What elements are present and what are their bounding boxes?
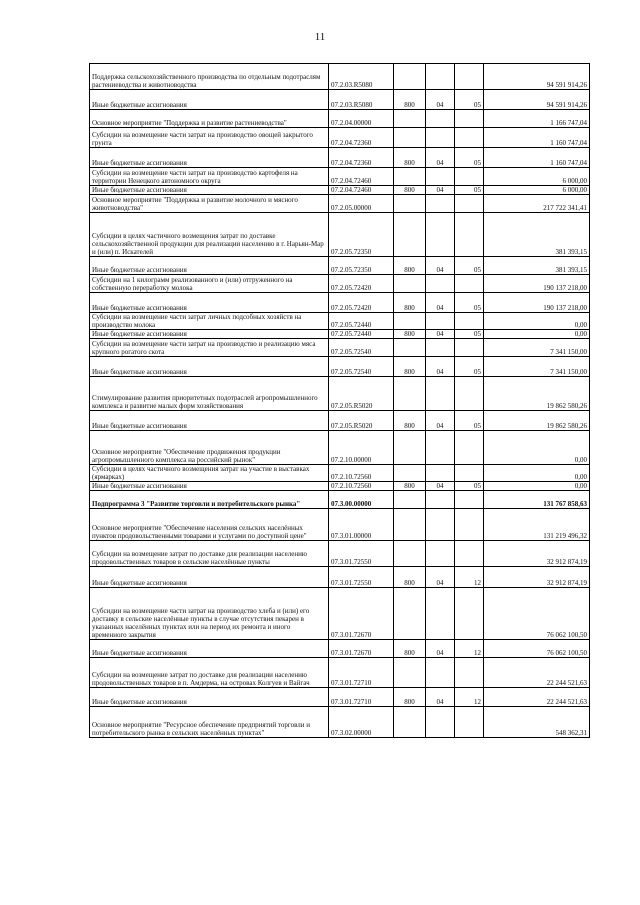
section-code	[426, 509, 455, 541]
subsection-code	[455, 431, 484, 465]
target-article-code: 07.2.05.72350	[329, 213, 394, 257]
expense-type-code: 800	[394, 411, 426, 431]
item-name: Субсидии на возмещение части затрат на производство картофеля на территории Ненецкого автономного округа	[90, 168, 329, 186]
expense-type-code	[394, 491, 426, 509]
expense-type-code: 800	[394, 567, 426, 588]
table-row	[90, 293, 590, 313]
expense-type-code: 800	[394, 186, 426, 195]
table-row	[90, 257, 590, 275]
amount: 7 341 150,00	[484, 357, 590, 377]
expense-type-code	[394, 465, 426, 482]
table-row	[90, 688, 590, 707]
target-article-code: 07.3.01.72710	[329, 658, 394, 688]
subsection-code	[455, 275, 484, 293]
subsection-code	[455, 658, 484, 688]
amount: 7 341 150,00	[484, 339, 590, 357]
item-name: Субсидии на возмещение затрат по доставке для реализации населению продовольственных товаров в сельские населённые пункты	[90, 541, 329, 567]
budget-table-body	[90, 64, 590, 738]
subsection-code: 05	[455, 186, 484, 195]
item-name: Иные бюджетные ассигнования	[90, 148, 329, 168]
subsection-code	[455, 64, 484, 90]
subsection-code	[455, 491, 484, 509]
section-code: 04	[426, 411, 455, 431]
table-row	[90, 465, 590, 482]
section-code: 04	[426, 293, 455, 313]
amount: 0,00	[484, 431, 590, 465]
subsection-code	[455, 588, 484, 640]
amount: 32 912 874,19	[484, 541, 590, 567]
subsection-code	[455, 195, 484, 213]
target-article-code: 07.2.05.72540	[329, 339, 394, 357]
table-row	[90, 195, 590, 213]
subsection-code: 05	[455, 357, 484, 377]
target-article-code: 07.2.10.72560	[329, 482, 394, 491]
target-article-code: 07.2.10.72560	[329, 465, 394, 482]
target-article-code: 07.2.05.72350	[329, 257, 394, 275]
section-code: 04	[426, 482, 455, 491]
table-row	[90, 509, 590, 541]
expense-type-code	[394, 128, 426, 148]
table-row	[90, 339, 590, 357]
item-name: Стимулирование развития приоритетных подотраслей агропромышленного комплекса и развитие малых форм хозяйствования	[90, 377, 329, 411]
subsection-code	[455, 110, 484, 128]
section-code	[426, 377, 455, 411]
section-code	[426, 110, 455, 128]
amount: 32 912 874,19	[484, 567, 590, 588]
subsection-code	[455, 213, 484, 257]
target-article-code: 07.3.00.00000	[329, 491, 394, 509]
table-row	[90, 213, 590, 257]
item-name: Субсидии на возмещение части затрат на производство хлеба и (или) его доставку в сельские населённые пункты в случае отсутствия пекарен в указанных населённых пунктах или на период их ремонта и иного временного закрытия	[90, 588, 329, 640]
expense-type-code	[394, 707, 426, 738]
amount: 76 062 100,50	[484, 588, 590, 640]
item-name: Субсидии на возмещение части затрат на производство и реализацию мяса крупного рогатого скота	[90, 339, 329, 357]
item-name: Субсидии на возмещение части затрат на производство овощей закрытого грунта	[90, 128, 329, 148]
table-row	[90, 707, 590, 738]
expense-type-code: 800	[394, 148, 426, 168]
expense-type-code: 800	[394, 640, 426, 658]
table-row	[90, 482, 590, 491]
target-article-code: 07.2.04.72360	[329, 148, 394, 168]
item-name: Субсидии на 1 килограмм реализованного и (или) отгруженного на собственную переработку молока	[90, 275, 329, 293]
subsection-code	[455, 168, 484, 186]
amount: 6 000,00	[484, 168, 590, 186]
item-name: Иные бюджетные ассигнования	[90, 257, 329, 275]
expense-type-code	[394, 313, 426, 330]
item-name: Основное мероприятие "Обеспечение населения сельских населённых пунктов продовольственными товарами и услугами по доступной цене"	[90, 509, 329, 541]
amount: 1 160 747,04	[484, 148, 590, 168]
section-code	[426, 431, 455, 465]
expense-type-code: 800	[394, 688, 426, 707]
amount: 217 722 341,41	[484, 195, 590, 213]
expense-type-code: 800	[394, 482, 426, 491]
expense-type-code	[394, 275, 426, 293]
target-article-code: 07.2.05.72440	[329, 330, 394, 339]
target-article-code: 07.2.04.00000	[329, 110, 394, 128]
subsection-code	[455, 128, 484, 148]
amount: 1 160 747,04	[484, 128, 590, 148]
expense-type-code	[394, 377, 426, 411]
page-number: 11	[314, 31, 326, 43]
amount: 381 393,15	[484, 257, 590, 275]
subsection-code: 12	[455, 640, 484, 658]
target-article-code: 07.2.03.R5080	[329, 64, 394, 90]
subsection-code	[455, 377, 484, 411]
table-row	[90, 640, 590, 658]
amount: 131 219 496,32	[484, 509, 590, 541]
subsection-code: 05	[455, 257, 484, 275]
amount: 19 862 580,26	[484, 411, 590, 431]
amount: 19 862 580,26	[484, 377, 590, 411]
target-article-code: 07.2.03.R5080	[329, 90, 394, 110]
subsection-code	[455, 509, 484, 541]
target-article-code: 07.2.05.R5020	[329, 411, 394, 431]
subsection-code: 05	[455, 330, 484, 339]
target-article-code: 07.3.01.72550	[329, 567, 394, 588]
section-code	[426, 275, 455, 293]
expense-type-code	[394, 541, 426, 567]
item-name: Субсидии в целях частичного возмещения затрат на участие в выставках (ярмарках)	[90, 465, 329, 482]
expense-type-code	[394, 588, 426, 640]
item-name: Иные бюджетные ассигнования	[90, 90, 329, 110]
section-code	[426, 128, 455, 148]
item-name: Основное мероприятие "Ресурсное обеспечение предприятий торговли и потребительского рынка в сельских населённых пунктах"	[90, 707, 329, 738]
subsection-code: 05	[455, 482, 484, 491]
amount: 131 767 858,63	[484, 491, 590, 509]
expense-type-code	[394, 110, 426, 128]
table-row	[90, 357, 590, 377]
expense-type-code	[394, 168, 426, 186]
subsection-code: 05	[455, 90, 484, 110]
target-article-code: 07.2.05.72420	[329, 293, 394, 313]
amount: 190 137 218,00	[484, 275, 590, 293]
table-row	[90, 128, 590, 148]
subsection-code	[455, 313, 484, 330]
table-row	[90, 377, 590, 411]
subsection-code: 05	[455, 148, 484, 168]
budget-table	[89, 63, 590, 738]
section-code: 04	[426, 357, 455, 377]
table-row	[90, 588, 590, 640]
section-code	[426, 64, 455, 90]
table-row	[90, 110, 590, 128]
target-article-code: 07.2.04.72360	[329, 128, 394, 148]
amount: 94 591 914,26	[484, 64, 590, 90]
expense-type-code: 800	[394, 357, 426, 377]
section-code	[426, 541, 455, 567]
target-article-code: 07.2.05.00000	[329, 195, 394, 213]
expense-type-code	[394, 213, 426, 257]
subsection-code	[455, 707, 484, 738]
item-name: Иные бюджетные ассигнования	[90, 688, 329, 707]
expense-type-code: 800	[394, 257, 426, 275]
table-row	[90, 168, 590, 186]
expense-type-code: 800	[394, 330, 426, 339]
table-row	[90, 658, 590, 688]
amount: 0,00	[484, 465, 590, 482]
item-name: Субсидии на возмещение части затрат личных подсобных хозяйств на производство молока	[90, 313, 329, 330]
table-row	[90, 541, 590, 567]
item-name: Основное мероприятие "Поддержка и развитие молочного и мясного животноводства"	[90, 195, 329, 213]
table-row	[90, 567, 590, 588]
table-row	[90, 491, 590, 509]
target-article-code: 07.3.01.72710	[329, 688, 394, 707]
section-code: 04	[426, 257, 455, 275]
section-code	[426, 313, 455, 330]
section-code: 04	[426, 330, 455, 339]
item-name: Иные бюджетные ассигнования	[90, 482, 329, 491]
expense-type-code	[394, 64, 426, 90]
section-code	[426, 588, 455, 640]
amount: 6 000,00	[484, 186, 590, 195]
table-row	[90, 90, 590, 110]
subsection-code: 05	[455, 293, 484, 313]
item-name: Субсидии на возмещение затрат по доставке для реализации населению продовольственных товаров в п. Амдерма, на островах Колгуев и Вайгач	[90, 658, 329, 688]
target-article-code: 07.3.01.72670	[329, 640, 394, 658]
target-article-code: 07.2.05.72420	[329, 275, 394, 293]
subsection-code: 12	[455, 688, 484, 707]
amount: 0,00	[484, 482, 590, 491]
amount: 190 137 218,00	[484, 293, 590, 313]
expense-type-code	[394, 195, 426, 213]
item-name: Иные бюджетные ассигнования	[90, 293, 329, 313]
expense-type-code: 800	[394, 293, 426, 313]
item-name: Подпрограмма 3 "Развитие торговли и потребительского рынка"	[90, 491, 329, 509]
amount: 548 362,31	[484, 707, 590, 738]
target-article-code: 07.2.05.72540	[329, 357, 394, 377]
item-name: Иные бюджетные ассигнования	[90, 411, 329, 431]
amount: 22 244 521,63	[484, 658, 590, 688]
section-code: 04	[426, 148, 455, 168]
target-article-code: 07.3.02.00000	[329, 707, 394, 738]
item-name: Иные бюджетные ассигнования	[90, 357, 329, 377]
item-name: Иные бюджетные ассигнования	[90, 186, 329, 195]
expense-type-code	[394, 509, 426, 541]
section-code	[426, 213, 455, 257]
subsection-code	[455, 339, 484, 357]
item-name: Иные бюджетные ассигнования	[90, 640, 329, 658]
table-row	[90, 275, 590, 293]
target-article-code: 07.2.04.72460	[329, 168, 394, 186]
section-code: 04	[426, 90, 455, 110]
item-name: Субсидии в целях частичного возмещения затрат по доставке сельскохозяйственной продукции для реализации населению в г. Нарьян-Мар и (или) п. Искателей	[90, 213, 329, 257]
section-code	[426, 195, 455, 213]
section-code	[426, 707, 455, 738]
section-code: 04	[426, 567, 455, 588]
amount: 22 244 521,63	[484, 688, 590, 707]
subsection-code	[455, 465, 484, 482]
expense-type-code	[394, 431, 426, 465]
subsection-code	[455, 541, 484, 567]
target-article-code: 07.3.01.72670	[329, 588, 394, 640]
amount: 94 591 914,26	[484, 90, 590, 110]
table-row	[90, 330, 590, 339]
expense-type-code	[394, 339, 426, 357]
expense-type-code	[394, 658, 426, 688]
subsection-code: 05	[455, 411, 484, 431]
table-row	[90, 148, 590, 168]
expense-type-code: 800	[394, 90, 426, 110]
section-code: 04	[426, 688, 455, 707]
item-name: Иные бюджетные ассигнования	[90, 567, 329, 588]
item-name: Иные бюджетные ассигнования	[90, 330, 329, 339]
item-name: Основное мероприятие "Обеспечение продвижения продукции агропромышленного комплекса на российский рынок"	[90, 431, 329, 465]
section-code: 04	[426, 640, 455, 658]
section-code	[426, 339, 455, 357]
subsection-code: 12	[455, 567, 484, 588]
amount: 381 393,15	[484, 213, 590, 257]
amount: 0,00	[484, 313, 590, 330]
target-article-code: 07.2.05.72440	[329, 313, 394, 330]
target-article-code: 07.2.04.72460	[329, 186, 394, 195]
item-name: Основное мероприятие "Поддержка и развитие растениеводства"	[90, 110, 329, 128]
section-code	[426, 168, 455, 186]
amount: 0,00	[484, 330, 590, 339]
target-article-code: 07.2.10.00000	[329, 431, 394, 465]
amount: 1 166 747,04	[484, 110, 590, 128]
table-row	[90, 186, 590, 195]
section-code	[426, 658, 455, 688]
section-code	[426, 491, 455, 509]
table-row	[90, 313, 590, 330]
target-article-code: 07.3.01.72550	[329, 541, 394, 567]
target-article-code: 07.3.01.00000	[329, 509, 394, 541]
section-code: 04	[426, 186, 455, 195]
item-name: Поддержка сельскохозяйственного производства по отдельным подотраслям растениеводства и животноводства	[90, 64, 329, 90]
table-row	[90, 431, 590, 465]
section-code	[426, 465, 455, 482]
target-article-code: 07.2.05.R5020	[329, 377, 394, 411]
table-row	[90, 64, 590, 90]
table-row	[90, 411, 590, 431]
amount: 76 062 100,50	[484, 640, 590, 658]
